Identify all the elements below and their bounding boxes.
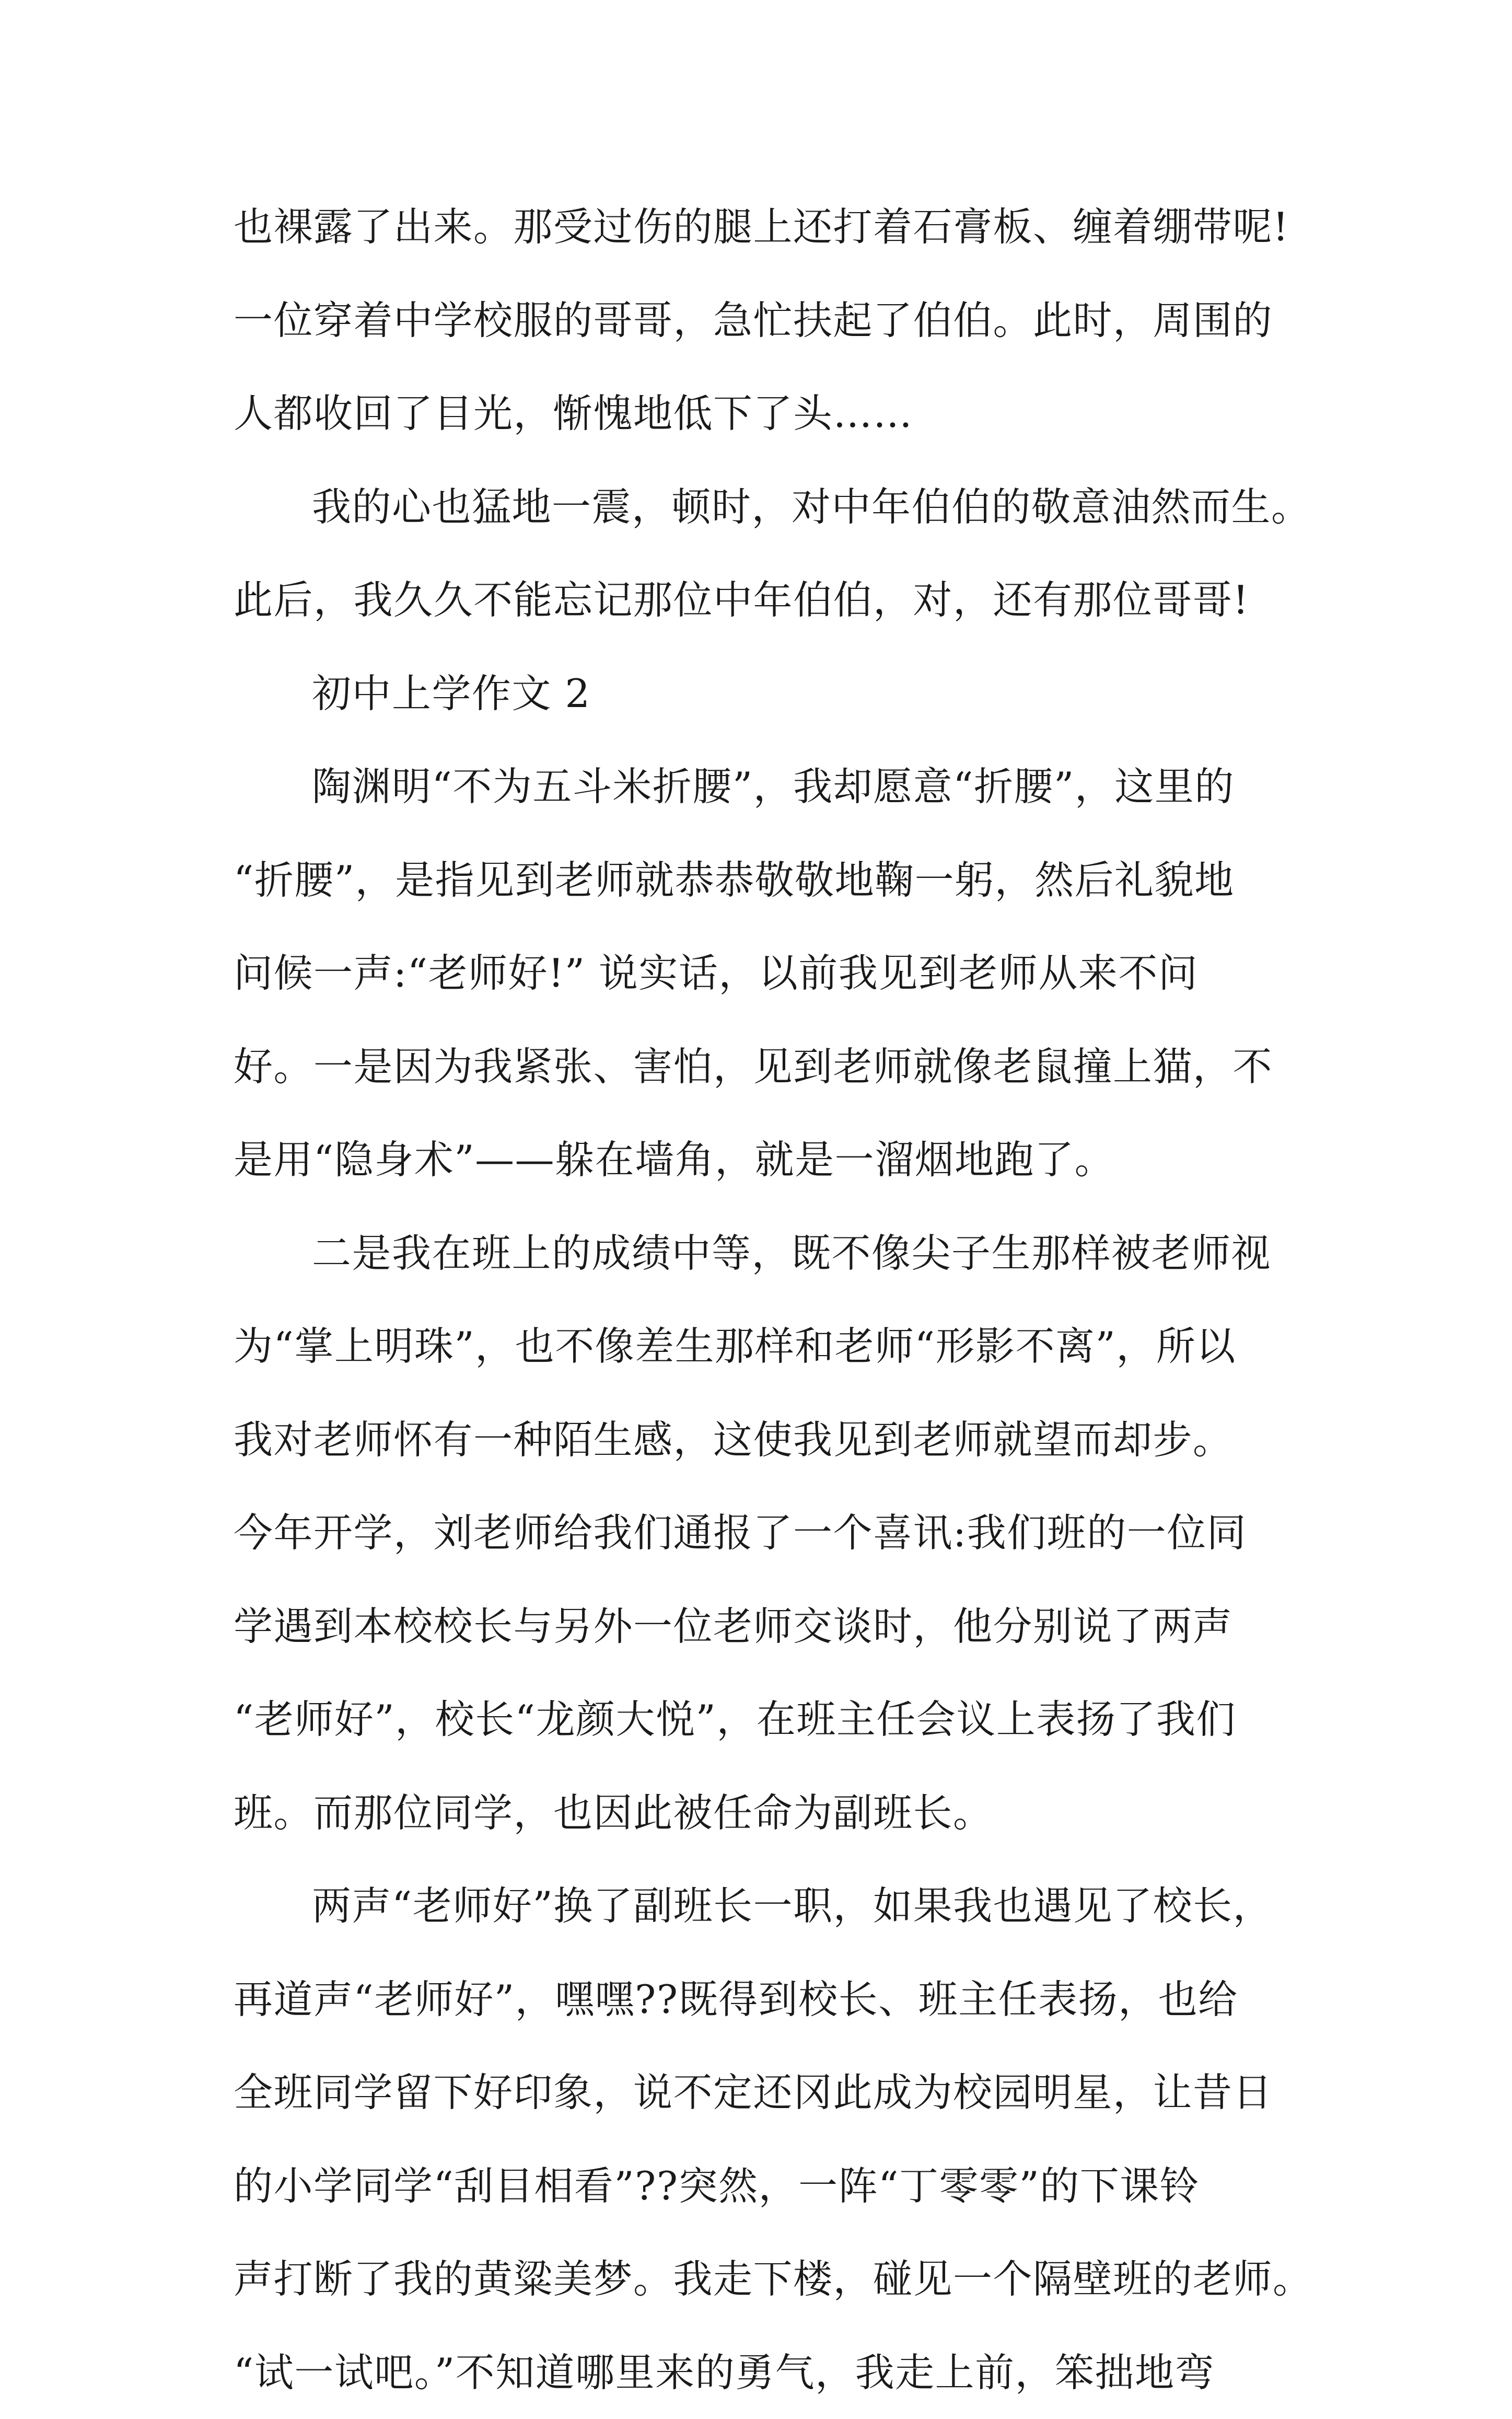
- text-line: 此后，我久久不能忘记那位中年伯伯，对，还有那位哥哥!: [234, 553, 1294, 647]
- text-line: 我的心也猛地一震，顿时，对中年伯伯的敬意油然而生。: [234, 460, 1294, 554]
- text-line: 的小学同学“刮目相看”??突然，一阵“丁零零”的下课铃: [234, 2139, 1294, 2233]
- text-line: 人都收回了目光，惭愧地低下了头……: [234, 367, 1294, 460]
- section-title: 初中上学作文 2: [234, 647, 1294, 740]
- text-line: “老师好”，校长“龙颜大悦”，在班主任会议上表扬了我们: [234, 1673, 1294, 1766]
- essay-body: [234, 180, 1294, 2419]
- text-line: “折腰”，是指见到老师就恭恭敬敬地鞠一躬，然后礼貌地: [234, 834, 1294, 927]
- text-line: 再道声“老师好”，嘿嘿??既得到校长、班主任表扬，也给: [234, 1953, 1294, 2046]
- text-line: 是用“隐身术”——躲在墙角，就是一溜烟地跑了。: [234, 1113, 1294, 1207]
- text-line: 好。一是因为我紧张、害怕，见到老师就像老鼠撞上猫，不: [234, 1020, 1294, 1114]
- text-line: 陶渊明“不为五斗米折腰”，我却愿意“折腰”，这里的: [234, 740, 1294, 834]
- text-line: “试一试吧。”不知道哪里来的勇气，我走上前，笨拙地弯: [234, 2326, 1294, 2419]
- text-line: 两声“老师好”换了副班长一职，如果我也遇见了校长，: [234, 1859, 1294, 1953]
- text-line: 问候一声:“老师好!” 说实话，以前我见到老师从来不问: [234, 927, 1294, 1020]
- text-line: 今年开学，刘老师给我们通报了一个喜讯:我们班的一位同: [234, 1486, 1294, 1580]
- text-line: 声打断了我的黄粱美梦。我走下楼，碰见一个隔壁班的老师。: [234, 2232, 1294, 2326]
- text-line: 为“掌上明珠”，也不像差生那样和老师“形影不离”，所以: [234, 1300, 1294, 1393]
- text-line: 学遇到本校校长与另外一位老师交谈时，他分别说了两声: [234, 1580, 1294, 1673]
- text-line: 一位穿着中学校服的哥哥，急忙扶起了伯伯。此时，周围的: [234, 274, 1294, 367]
- text-line: 二是我在班上的成绩中等，既不像尖子生那样被老师视: [234, 1207, 1294, 1300]
- text-line: 全班同学留下好印象，说不定还冈此成为校园明星，让昔日: [234, 2046, 1294, 2139]
- text-line: 我对老师怀有一种陌生感，这使我见到老师就望而却步。: [234, 1393, 1294, 1487]
- text-line: 也裸露了出来。那受过伤的腿上还打着石膏板、缠着绷带呢!: [234, 180, 1294, 274]
- text-line: 班。而那位同学，也因此被任命为副班长。: [234, 1766, 1294, 1860]
